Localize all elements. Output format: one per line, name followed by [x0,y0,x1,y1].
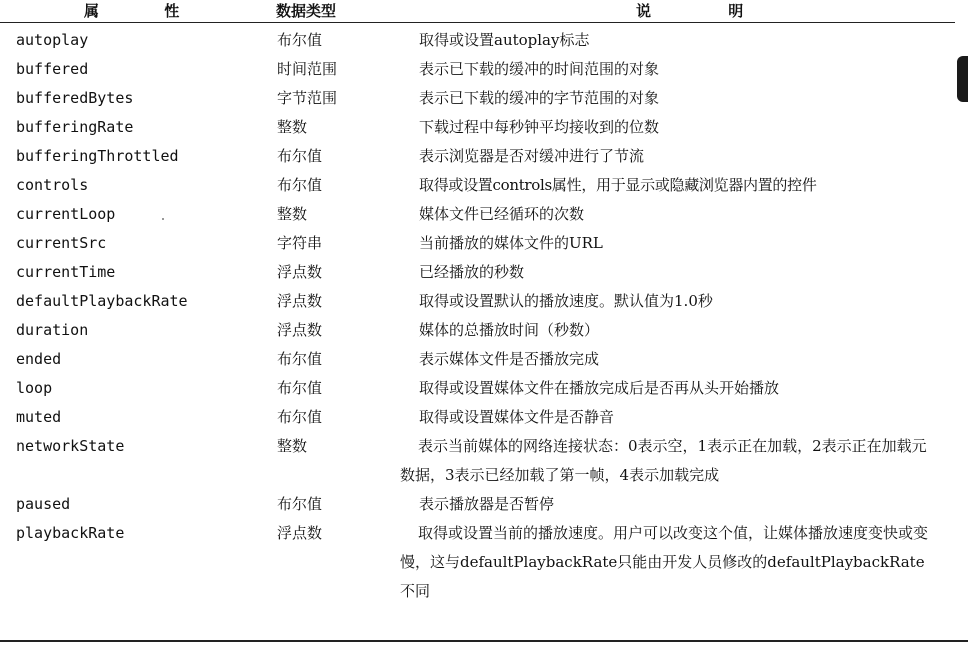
description: 媒体文件已经循环的次数 [419,205,585,223]
data-type: 时间范围 [277,60,338,78]
table-row [0,171,968,200]
description: 表示浏览器是否对缓冲进行了节流 [419,147,645,165]
data-type: 布尔值 [277,350,323,368]
description: 已经播放的秒数 [419,263,525,281]
header-rule [0,22,955,23]
data-type: 浮点数 [277,292,323,310]
table-row [0,258,968,287]
table-row [0,287,968,316]
data-type: 整数 [277,437,308,455]
data-type: 浮点数 [277,524,323,542]
table-row [0,374,968,403]
attribute-name: currentTime [16,263,116,281]
table-row [0,316,968,345]
description: 取得或设置autoplay标志 [419,31,590,49]
data-type: 布尔值 [277,495,323,513]
description: 表示播放器是否暂停 [419,495,555,513]
attribute-name: defaultPlaybackRate [16,292,188,310]
table-row [0,229,968,258]
data-type: 布尔值 [277,31,323,49]
data-type: 整数 [277,118,308,136]
attribute-name: currentSrc [16,234,107,252]
description: 下载过程中每秒钟平均接收到的位数 [419,118,660,136]
attribute-name: controls [16,176,89,194]
attribute-name: autoplay [16,31,89,49]
table-row [0,519,968,606]
table-bottom-rule [0,640,968,642]
attribute-name: loop [16,379,53,397]
table-row [0,403,968,432]
description: 取得或设置默认的播放速度。默认值为1.0秒 [419,292,713,310]
page-edge-tab [957,56,968,102]
table-row [0,26,968,55]
description: 取得或设置当前的播放速度。用户可以改变这个值，让媒体播放速度变快或变慢，这与defaultPlaybackRate只能由开发人员修改的defaultPlaybackRate不同 [400,524,929,600]
data-type: 布尔值 [277,147,323,165]
data-type: 布尔值 [277,379,323,397]
description: 表示媒体文件是否播放完成 [419,350,600,368]
description: 当前播放的媒体文件的URL [419,234,603,252]
description: 媒体的总播放时间（秒数） [419,321,600,339]
description: 表示已下载的缓冲的字节范围的对象 [419,89,660,107]
data-type: 浮点数 [277,321,323,339]
attribute-name: duration [16,321,89,339]
table-row [0,200,968,229]
attribute-name: paused [16,495,71,513]
attribute-name: buffered [16,60,89,78]
table-row [0,490,968,519]
property-table [0,26,968,606]
attribute-name: bufferingRate [16,118,134,136]
data-type: 字符串 [277,234,323,252]
attribute-name: playbackRate [16,524,125,542]
data-type: 整数 [277,205,308,223]
table-row [0,142,968,171]
scan-speck [162,218,164,220]
table-row [0,432,968,490]
table-row [0,55,968,84]
table-row [0,113,968,142]
description: 表示当前媒体的网络连接状态：0表示空，1表示正在加载，2表示正在加载元数据，3表示已经加载了第一帧，4表示加载完成 [400,437,927,484]
description: 表示已下载的缓冲的时间范围的对象 [419,60,660,78]
attribute-name: ended [16,350,62,368]
column-header-description: 说 明 [636,2,780,20]
table-row [0,84,968,113]
column-header-attribute: 属 性 [84,2,210,20]
attribute-name: bufferedBytes [16,89,134,107]
description: 取得或设置媒体文件是否静音 [419,408,615,426]
attribute-name: currentLoop [16,205,116,223]
data-type: 布尔值 [277,176,323,194]
description: 取得或设置controls属性，用于显示或隐藏浏览器内置的控件 [419,176,817,194]
attribute-name: muted [16,408,62,426]
data-type: 布尔值 [277,408,323,426]
attribute-name: networkState [16,437,125,455]
column-header-data-type: 数据类型 [276,2,337,20]
description: 取得或设置媒体文件在播放完成后是否再从头开始播放 [419,379,780,397]
table-row [0,345,968,374]
data-type: 浮点数 [277,263,323,281]
data-type: 字节范围 [277,89,338,107]
attribute-name: bufferingThrottled [16,147,179,165]
